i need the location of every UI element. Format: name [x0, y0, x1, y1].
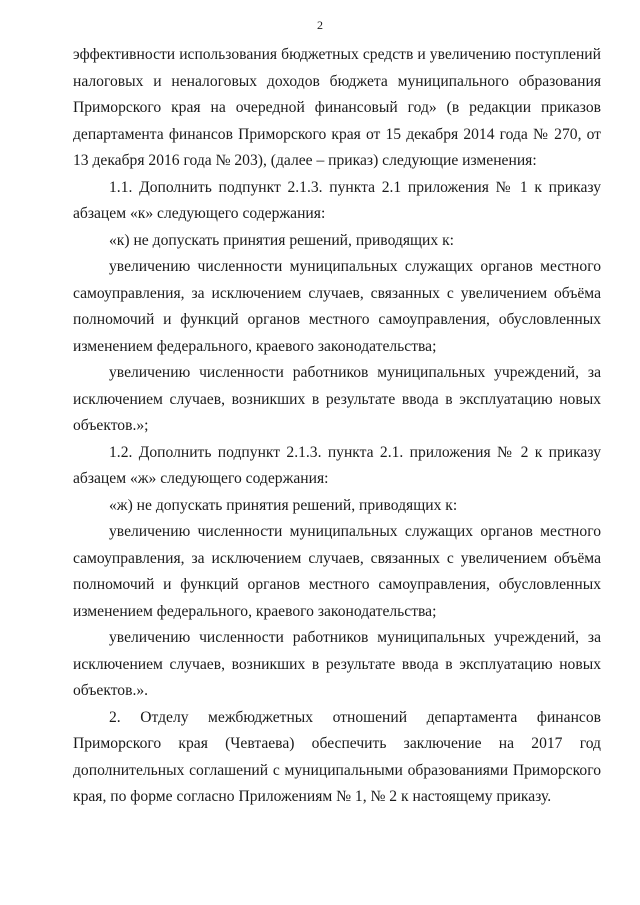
- text-line: увеличению численности работников муниципальных учреждений, за: [109, 629, 601, 646]
- text-line: абзацем «ж» следующего содержания:: [73, 470, 329, 487]
- paragraph-subitem-k: [73, 228, 601, 255]
- text-line: исключением случаев, возникших в результате ввода в эксплуатацию новых: [73, 390, 601, 408]
- text-line: абзацем «к» следующего содержания:: [73, 205, 326, 222]
- text-line: изменением федерального, краевого законодательства;: [73, 337, 437, 355]
- text-line: Приморского края (Чевтаева) обеспечить заключение на 2017 год: [73, 735, 601, 752]
- text-line: объектов.».: [73, 682, 149, 699]
- text-line: полномочий и функций органов местного самоуправления, обусловленных: [73, 311, 601, 328]
- text-line: 2. Отделу межбюджетных отношений департамента финансов: [109, 708, 601, 726]
- text-line: самоуправления, за исключением случаев, связанных с увеличением объёма: [73, 549, 601, 567]
- text-line: изменением федерального, краевого законодательства;: [73, 602, 437, 620]
- paragraph-item-2: [73, 705, 601, 811]
- paragraph-item-1-1: [73, 175, 601, 228]
- paragraph-intro-continuation: [73, 42, 601, 175]
- text-line: края, по форме согласно Приложениям № 1, № 2 к настоящему приказу.: [73, 788, 552, 805]
- text-line: полномочий и функций органов местного самоуправления, обусловленных: [73, 576, 601, 593]
- paragraph-k-staff-increase: [73, 254, 601, 360]
- paragraph-zh-staff-increase: [73, 519, 601, 625]
- page-number: 2: [317, 18, 323, 32]
- text-line: исключением случаев, возникших в результате ввода в эксплуатацию новых: [73, 655, 601, 673]
- text-line: департамента финансов Приморского края от 15 декабря 2014 года № 270, от: [73, 125, 601, 143]
- text-line: увеличению численности муниципальных служащих органов местного: [109, 523, 601, 540]
- text-line: «к) не допускать принятия решений, приводящих к:: [109, 231, 454, 249]
- text-line: 13 декабря 2016 года № 203), (далее – приказ) следующие изменения:: [73, 152, 537, 169]
- text-line: увеличению численности муниципальных служащих органов местного: [109, 258, 601, 275]
- paragraph-k-workers-increase: [73, 360, 601, 440]
- text-line: объектов.»;: [73, 417, 149, 434]
- text-line: налоговых и неналоговых доходов бюджета муниципального образования: [73, 72, 601, 90]
- paragraph-zh-workers-increase: [73, 625, 601, 705]
- text-line: эффективности использования бюджетных средств и увеличению поступлений: [73, 46, 601, 63]
- document-body: [73, 42, 601, 811]
- paragraph-item-1-2: [73, 440, 601, 493]
- text-line: дополнительных соглашений с муниципальными образованиями Приморского: [73, 761, 601, 779]
- text-line: 1.2. Дополнить подпункт 2.1.3. пункта 2.1. приложения № 2 к приказу: [109, 443, 601, 461]
- text-line: самоуправления, за исключением случаев, связанных с увеличением объёма: [73, 284, 601, 302]
- text-line: Приморского края на очередной финансовый год» (в редакции приказов: [73, 99, 601, 116]
- text-line: 1.1. Дополнить подпункт 2.1.3. пункта 2.1 приложения № 1 к приказу: [109, 178, 601, 196]
- paragraph-subitem-zh: [73, 493, 601, 520]
- text-line: увеличению численности работников муниципальных учреждений, за: [109, 364, 601, 381]
- text-line: «ж) не допускать принятия решений, приводящих к:: [109, 496, 458, 514]
